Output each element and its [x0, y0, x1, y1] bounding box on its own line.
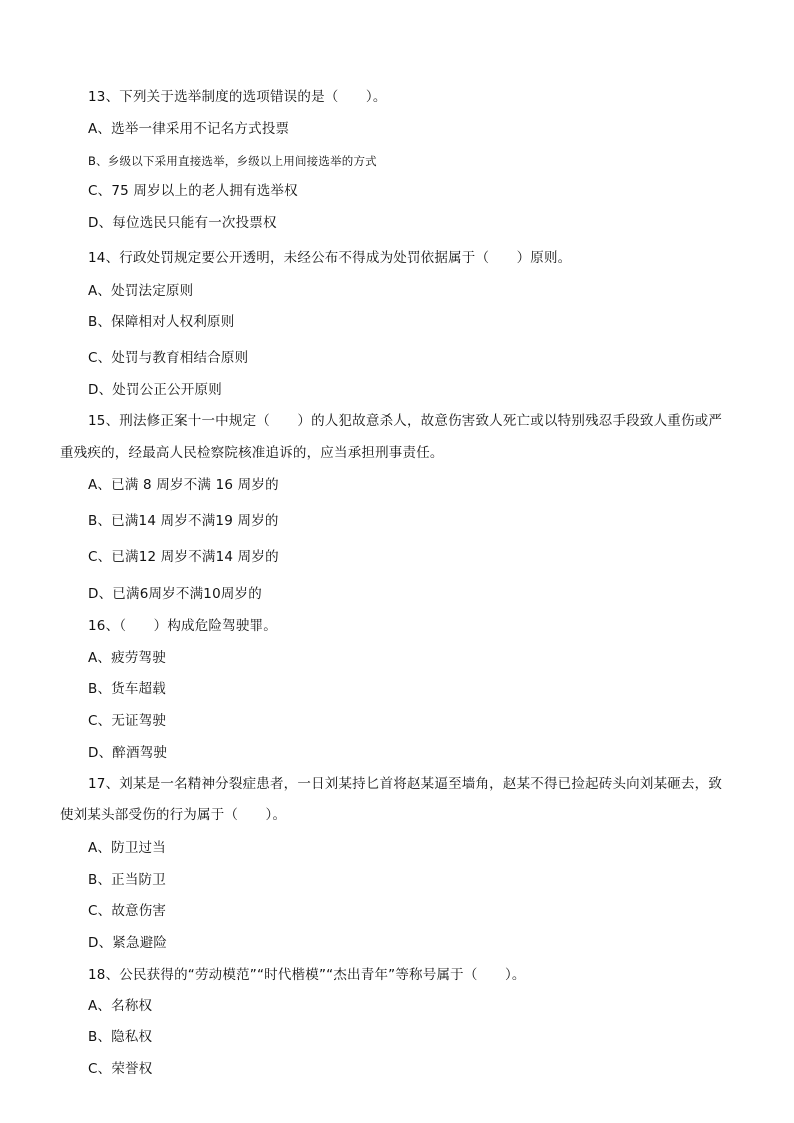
question-13-stem: 13、下列关于选举制度的选项错误的是（ ）。 [88, 89, 387, 105]
question-16-option-a: A、疲劳驾驶 [88, 650, 166, 666]
question-14-option-b: B、保障相对人权利原则 [88, 314, 235, 330]
question-15-stem-continued: 重残疾的，经最高人民检察院核准追诉的，应当承担刑事责任。 [60, 445, 444, 461]
question-18-option-a: A、名称权 [88, 998, 153, 1014]
question-17-stem: 17、刘某是一名精神分裂症患者，一日刘某持匕首将赵某逼至墙角，赵某不得已捡起砖头向刘某砸去，致 [88, 776, 723, 792]
question-17-option-d: D、紧急避险 [88, 935, 168, 951]
question-17-option-b: B、正当防卫 [88, 872, 166, 888]
question-16-option-b: B、货车超载 [88, 681, 166, 697]
question-16-option-c: C、无证驾驶 [88, 713, 167, 729]
question-13-option-b: B、乡级以下采用直接选举，乡级以上用间接选举的方式 [88, 154, 377, 168]
question-16-stem: 16、（ ）构成危险驾驶罪。 [88, 618, 277, 634]
question-18-option-b: B、隐私权 [88, 1029, 153, 1045]
question-17-option-c: C、故意伤害 [88, 903, 167, 919]
question-14-option-c: C、处罚与教育相结合原则 [88, 350, 249, 366]
question-18-option-c: C、荣誉权 [88, 1061, 153, 1077]
question-14-stem: 14、行政处罚规定要公开透明，未经公布不得成为处罚依据属于（ ）原则。 [88, 250, 572, 266]
question-13-option-c: C、75 周岁以上的老人拥有选举权 [88, 183, 298, 199]
question-15-option-a: A、已满 8 周岁不满 16 周岁的 [88, 477, 279, 493]
question-16-option-d: D、醉酒驾驶 [88, 745, 168, 761]
question-14-option-d: D、处罚公正公开原则 [88, 382, 222, 398]
question-17-stem-continued: 使刘某头部受伤的行为属于（ ）。 [60, 807, 287, 823]
question-17-option-a: A、防卫过当 [88, 840, 166, 856]
question-15-option-d: D、已满6周岁不满10周岁的 [88, 586, 262, 602]
question-18-stem: 18、公民获得的“劳动模范”“时代楷模”“杰出青年”等称号属于（ ）。 [88, 967, 526, 983]
question-15-option-c: C、已满12 周岁不满14 周岁的 [88, 549, 279, 565]
question-15-option-b: B、已满14 周岁不满19 周岁的 [88, 513, 279, 529]
question-13-option-d: D、每位选民只能有一次投票权 [88, 215, 277, 231]
question-13-option-a: A、选举一律采用不记名方式投票 [88, 121, 290, 137]
question-15-stem: 15、刑法修正案十一中规定（ ）的人犯故意杀人，故意伤害致人死亡或以特别残忍手段致人重伤或严 [88, 413, 723, 429]
question-14-option-a: A、处罚法定原则 [88, 283, 194, 299]
